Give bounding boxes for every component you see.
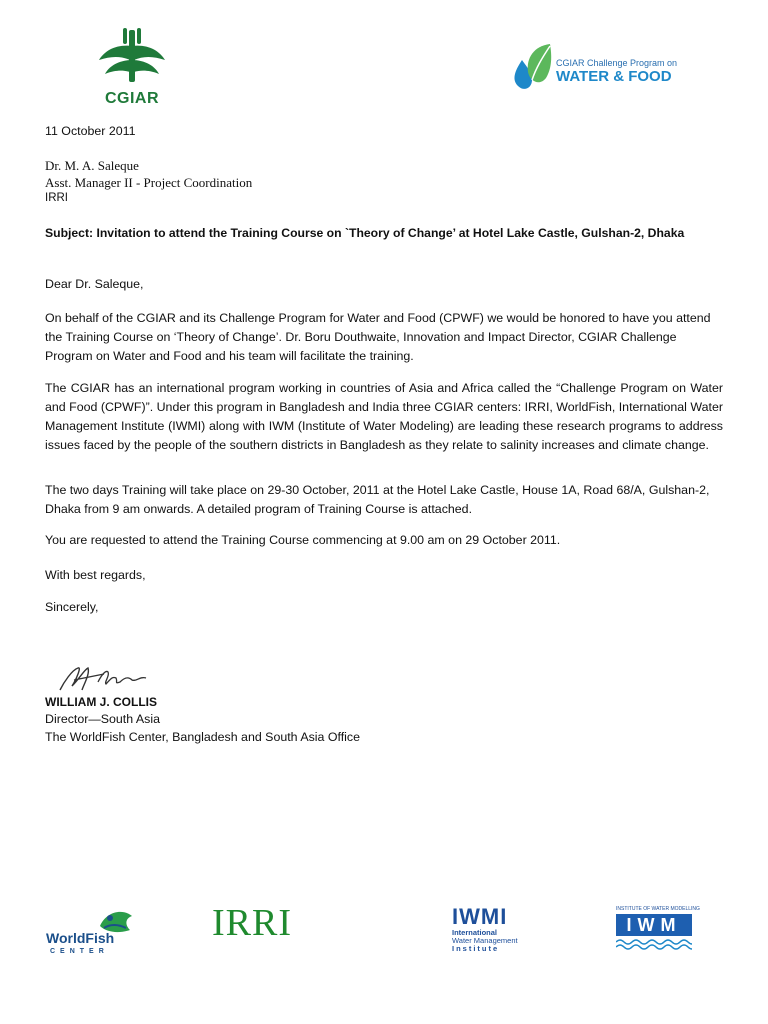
worldfish-logo <box>44 904 144 962</box>
letter-paragraph-4: You are requested to attend the Training Course commencing at 9.00 am on 29 October 2011. <box>45 533 561 547</box>
iwm-logo <box>614 906 700 954</box>
iwmi-line-2: Water Management <box>452 936 518 945</box>
signer-title: Director—South Asia <box>45 712 161 726</box>
letter-salutation: Dear Dr. Saleque, <box>45 277 144 291</box>
iwmi-name: IWMI <box>452 904 508 929</box>
cgiar-logo <box>88 26 176 110</box>
cpwf-logo-line1: CGIAR Challenge Program on <box>556 58 678 68</box>
recipient-name: Dr. M. A. Saleque <box>45 158 139 173</box>
cgiar-logo-text: CGIAR <box>104 90 160 107</box>
worldfish-name: WorldFish <box>46 930 115 946</box>
letter-paragraph-2: The CGIAR has an international program working in countries of Asia and Africa called the “Challenge Program on Water and Food (CPWF)”. Under this program in Bangladesh and India three CGIAR centers: IRRI, WorldFish, International Water Management Institute (IWMI) along with IWM (Institute of Water Modeling) are leading these research programs to address issues faced by the people of the southern districts in Bangladesh as they relate to salinity increases and climate change. <box>45 381 723 452</box>
signer-name: WILLIAM J. COLLIS <box>45 695 157 709</box>
iwm-name: IWM <box>626 915 682 935</box>
recipient-org: IRRI <box>45 192 68 204</box>
iwmi-line-3: Institute <box>452 944 500 953</box>
leaf-drop-icon <box>510 42 554 92</box>
letter-paragraph-1: On behalf of the CGIAR and its Challenge Program for Water and Food (CPWF) we would be honored to have you attend the Training Course on ‘Theory of Change’. Dr. Boru Douthwaite, Innovation and Impact Director, CGIAR Challenge Program on Water and Food and his team will facilitate the training. <box>45 311 711 363</box>
signature-image <box>54 660 154 696</box>
iwm-top-text: INSTITUTE OF WATER MODELLING <box>616 906 700 912</box>
worldfish-sub: CENTER <box>50 948 109 955</box>
cpwf-logo <box>510 42 710 92</box>
letter-subject: Subject: Invitation to attend the Training Course on `Theory of Change’ at Hotel Lake Castle, Gulshan-2, Dhaka <box>45 226 685 240</box>
cgiar-emblem-icon <box>97 26 167 88</box>
letter-paragraph-3: The two days Training will take place on 29-30 October, 2011 at the Hotel Lake Castle, House 1A, Road 68/A, Gulshan-2, Dhaka from 9 am onwards. A detailed program of Training Course is attached. <box>45 483 710 516</box>
iwmi-line-1: International <box>452 928 498 937</box>
letter-closing-regards: With best regards, <box>45 568 146 582</box>
irri-logo: IRRI <box>212 902 292 944</box>
recipient-title: Asst. Manager II - Project Coordination <box>45 175 253 190</box>
waves-icon <box>616 938 692 952</box>
cpwf-logo-line2: WATER & FOOD <box>556 68 672 85</box>
letter-date: 11 October 2011 <box>45 124 136 138</box>
signer-org: The WorldFish Center, Bangladesh and South Asia Office <box>45 730 360 744</box>
letter-closing-sincerely: Sincerely, <box>45 600 99 614</box>
iwmi-logo <box>450 906 532 956</box>
